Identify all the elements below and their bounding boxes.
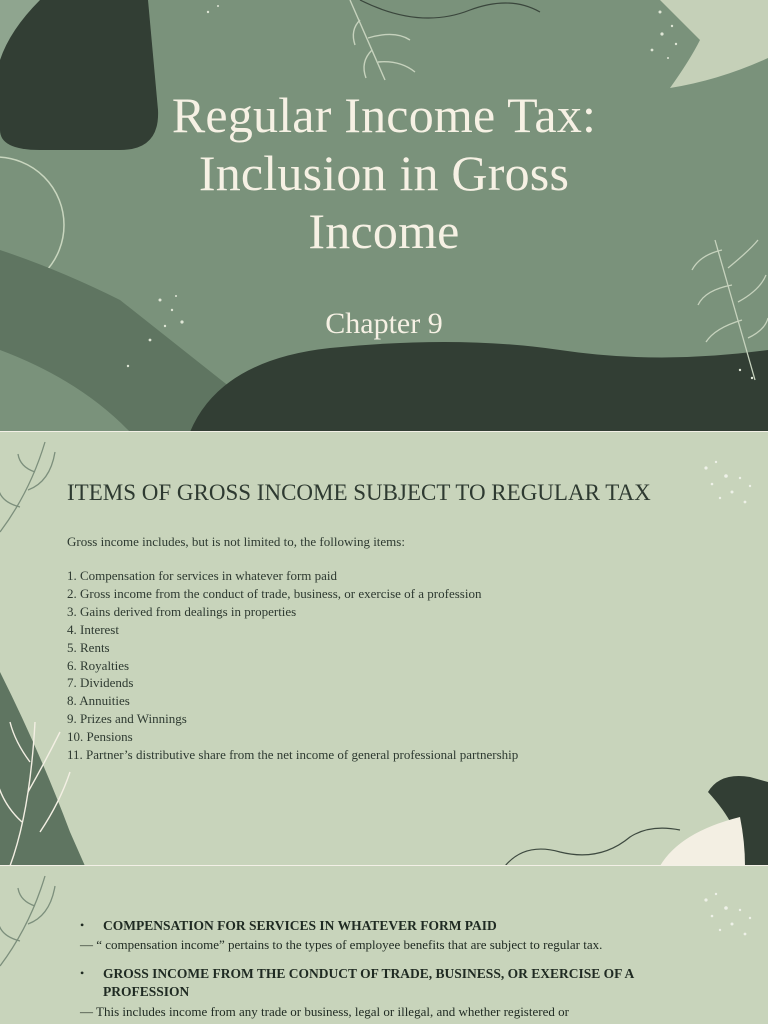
bullet-heading-compensation: COMPENSATION FOR SERVICES IN WHATEVER FORM PAID bbox=[103, 918, 497, 933]
items-slide bbox=[0, 432, 768, 866]
intro-text: Gross income includes, but is not limited to, the following items: bbox=[67, 534, 405, 549]
list-item: 10. Pensions bbox=[67, 729, 133, 745]
detail-slide bbox=[0, 866, 768, 1024]
list-item: 4. Interest bbox=[67, 621, 119, 637]
list-item: 3. Gains derived from dealings in properties bbox=[67, 603, 297, 619]
bullet-description-compensation: — “ compensation income” pertains to the types of employee benefits that are subject to regular tax. bbox=[80, 937, 603, 952]
presentation-title: Regular Income Tax: Inclusion in Gross Income bbox=[171, 87, 597, 259]
list-item: 5. Rents bbox=[67, 639, 110, 655]
bullet-heading-trade-business-line2: PROFESSION bbox=[103, 984, 190, 999]
slide-heading: ITEMS OF GROSS INCOME SUBJECT TO REGULAR TAX bbox=[67, 480, 651, 505]
list-item: 7. Dividends bbox=[67, 675, 134, 691]
gross-income-items-list bbox=[67, 567, 707, 764]
list-item: 2. Gross income from the conduct of trade, business, or exercise of a profession bbox=[67, 585, 482, 601]
title-slide bbox=[0, 0, 768, 432]
list-item: 11. Partner’s distributive share from the net income of general professional partnership bbox=[67, 747, 519, 763]
list-item: 6. Royalties bbox=[67, 657, 130, 673]
list-item: 9. Prizes and Winnings bbox=[67, 711, 187, 727]
bullet-icon: • bbox=[80, 966, 85, 980]
bullet-description-trade-business: — This includes income from any trade or business, legal or illegal, and whether registered or bbox=[80, 1004, 569, 1019]
bullet-icon: • bbox=[80, 918, 85, 932]
list-item: 8. Annuities bbox=[67, 693, 130, 709]
bullet-heading-trade-business-line1: GROSS INCOME FROM THE CONDUCT OF TRADE, BUSINESS, OR EXERCISE OF A bbox=[103, 966, 635, 981]
list-item: 1. Compensation for services in whatever form paid bbox=[67, 568, 338, 583]
chapter-subtitle: Chapter 9 bbox=[325, 307, 443, 340]
